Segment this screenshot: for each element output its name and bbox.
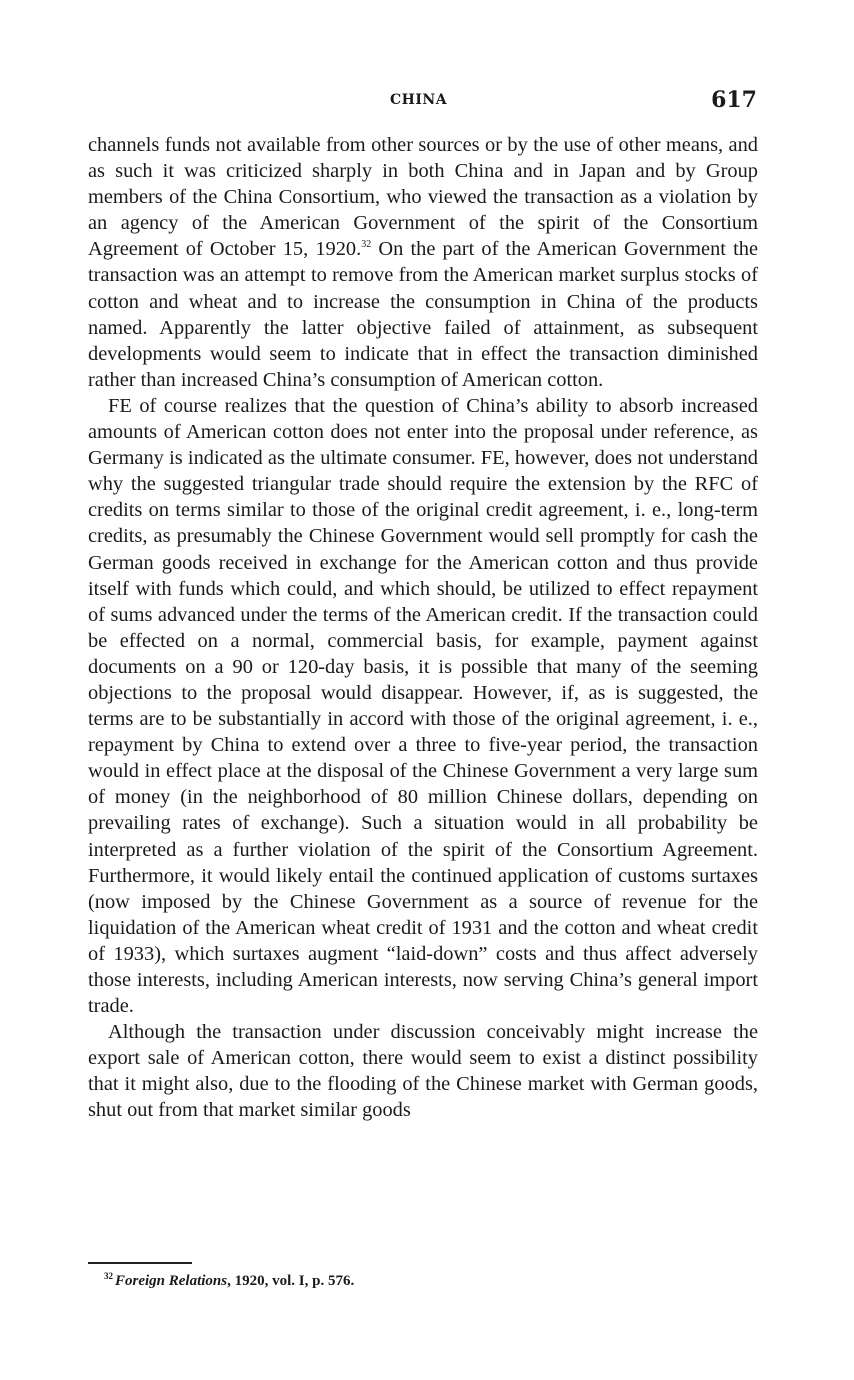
footnote xyxy=(104,1270,754,1292)
running-title: CHINA xyxy=(390,92,448,108)
footnote-citation: , 1920, vol. I, p. 576. xyxy=(227,1273,355,1289)
running-head xyxy=(0,88,854,118)
footnote-mark: 32 xyxy=(104,1271,113,1281)
page-number: 617 xyxy=(711,87,757,113)
footnote-publication: Foreign Relations xyxy=(115,1273,228,1289)
body-text xyxy=(88,132,758,1124)
footnote-reference[interactable]: 32 xyxy=(361,239,372,251)
paragraph-2: FE of course realizes that the question of China’s ability to absorb increased amounts of American cotton does not enter into the proposal under reference, as Germany is indicated as the ultimate consumer. FE, however, does not understand why the suggested triangular trade should require the extension by the RFC of credits on terms similar to those of the original credit agreement, i. e., long-term credits, as presumably the Chinese Government would sell promptly for cash the German goods received in exchange for the American cotton and thus provide itself with funds which could, and which should, be utilized to effect repayment of sums advanced under the terms of the American credit. If the transaction could be effected on a normal, commercial basis, for example, payment against documents on a 90 or 120-day basis, it is possible that many of the seeming objections to the proposal would disappear. However, if, as is suggested, the terms are to be substantially in accord with those of the original agreement, i. e., repayment by China to extend over a three to five-year period, the transaction would in effect place at the disposal of the Chinese Government a very large sum of money (in the neighborhood of 80 million Chinese dollars, depending on prevailing rates of exchange). Such a situation would in all probability be interpreted as a further violation of the spirit of the Consortium Agreement. Furthermore, it would likely entail the continued application of customs surtaxes (now imposed by the Chinese Government as a source of revenue for the liquidation of the American wheat credit of 1931 and the cotton and wheat credit of 1933), which surtaxes augment “laid-down” costs and thus affect adversely those interests, including American interests, now serving China’s general import trade. xyxy=(88,394,758,1018)
paragraph-1-part-a: channels funds not available from other sources or by the use of other means, and as such it was criticized sharply in both China and in Japan and by Group members of the China Consortium, who viewed the transaction as a violation by an agency of the American Government of the spirit of the Consortium Agreement of October 15, 1920. xyxy=(88,134,758,261)
footnote-divider xyxy=(88,1262,192,1264)
paragraph-1-part-b: On the part of the American Government the transaction was an attempt to remove from the American market surplus stocks of cotton and wheat and to increase the consumption in China of the products named. Apparently the latter objective failed of attainment, as subsequent developments would seem to indicate that in effect the transaction diminished rather than increased China’s consumption of American cotton. xyxy=(88,238,758,391)
paragraph-1 xyxy=(88,132,758,393)
paragraph-3: Although the transaction under discussion conceivably might increase the export sale of American cotton, there would seem to exist a distinct possibility that it might also, due to the flooding of the Chinese market with German goods, shut out from that market similar goods xyxy=(88,1021,758,1122)
